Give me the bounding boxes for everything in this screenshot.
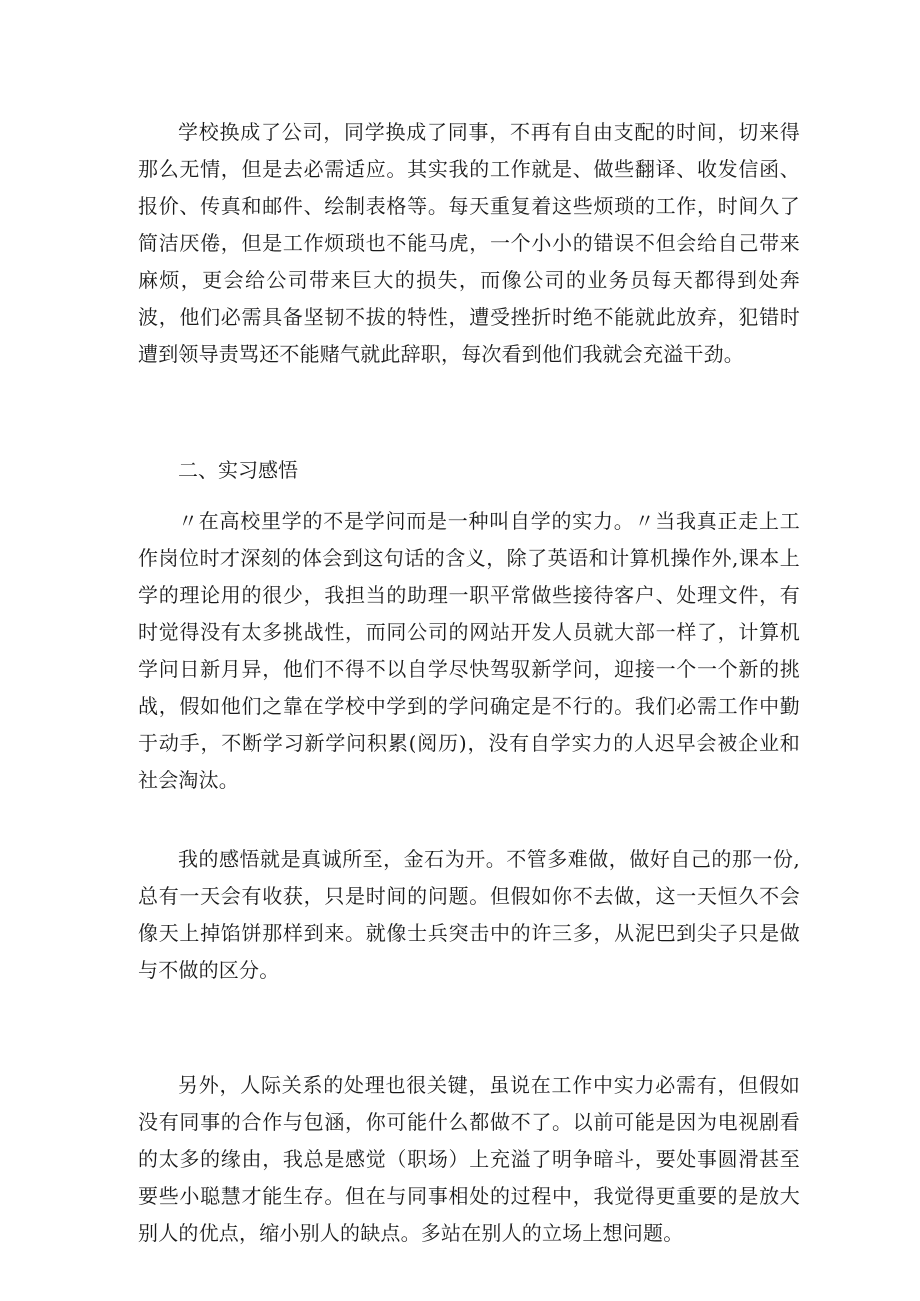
paragraph-self-learning: 〃在高校里学的不是学问而是一种叫自学的实力。〃当我真正走上工作岗位时才深刻的体会到这句话的含义，除了英语和计算机操作外,课本上学的理论用的很少，我担当的助理一职平常做些接待客户、处理文件，有时觉得没有太多挑战性，而同公司的网站开发人员就大部一样了，计算机学问日新月异，他们不得不以自学尽快驾驭新学问，迎接一个一个新的挑战，假如他们之靠在学校中学到的学问确定是不行的。我们必需工作中勤于动手，不断学习新学问积累(阅历)，没有自学实力的人迟早会被企业和社会淘汰。: [138, 509, 800, 792]
paragraph-sincerity: 我的感悟就是真诚所至，金石为开。不管多难做，做好自己的那一份,总有一天会有收获，只是时间的问题。但假如你不去做，这一天恒久不会像天上掉馅饼那样到来。就像士兵突击中的许三多，从泥巴到尖子只是做与不做的区分。: [138, 847, 800, 982]
paragraph-work-routine: 学校换成了公司，同学换成了同事，不再有自由支配的时间，切来得那么无情，但是去必需适应。其实我的工作就是、做些翻译、收发信函、报价、传真和邮件、绘制表格等。每天重复着这些烦琐的工作，时间久了简洁厌倦，但是工作烦琐也不能马虎，一个小小的错误不但会给自己带来麻烦，更会给公司带来巨大的损失，而像公司的业务员每天都得到处奔波，他们必需具备坚韧不拔的特性，遭受挫折时绝不能就此放弃，犯错时遭到领导责骂还不能赌气就此辞职，每次看到他们我就会充溢干劲。: [138, 120, 800, 366]
section-heading: 二、实习感悟: [178, 458, 298, 482]
paragraph-relationships: 另外，人际关系的处理也很关键，虽说在工作中实力必需有，但假如没有同事的合作与包涵，你可能什么都做不了。以前可能是因为电视剧看的太多的缘由，我总是感觉（职场）上充溢了明争暗斗，要处事圆滑甚至要些小聪慧才能生存。但在与同事相处的过程中，我觉得更重要的是放大别人的优点，缩小别人的缺点。多站在别人的立场上想问题。: [138, 1073, 800, 1245]
